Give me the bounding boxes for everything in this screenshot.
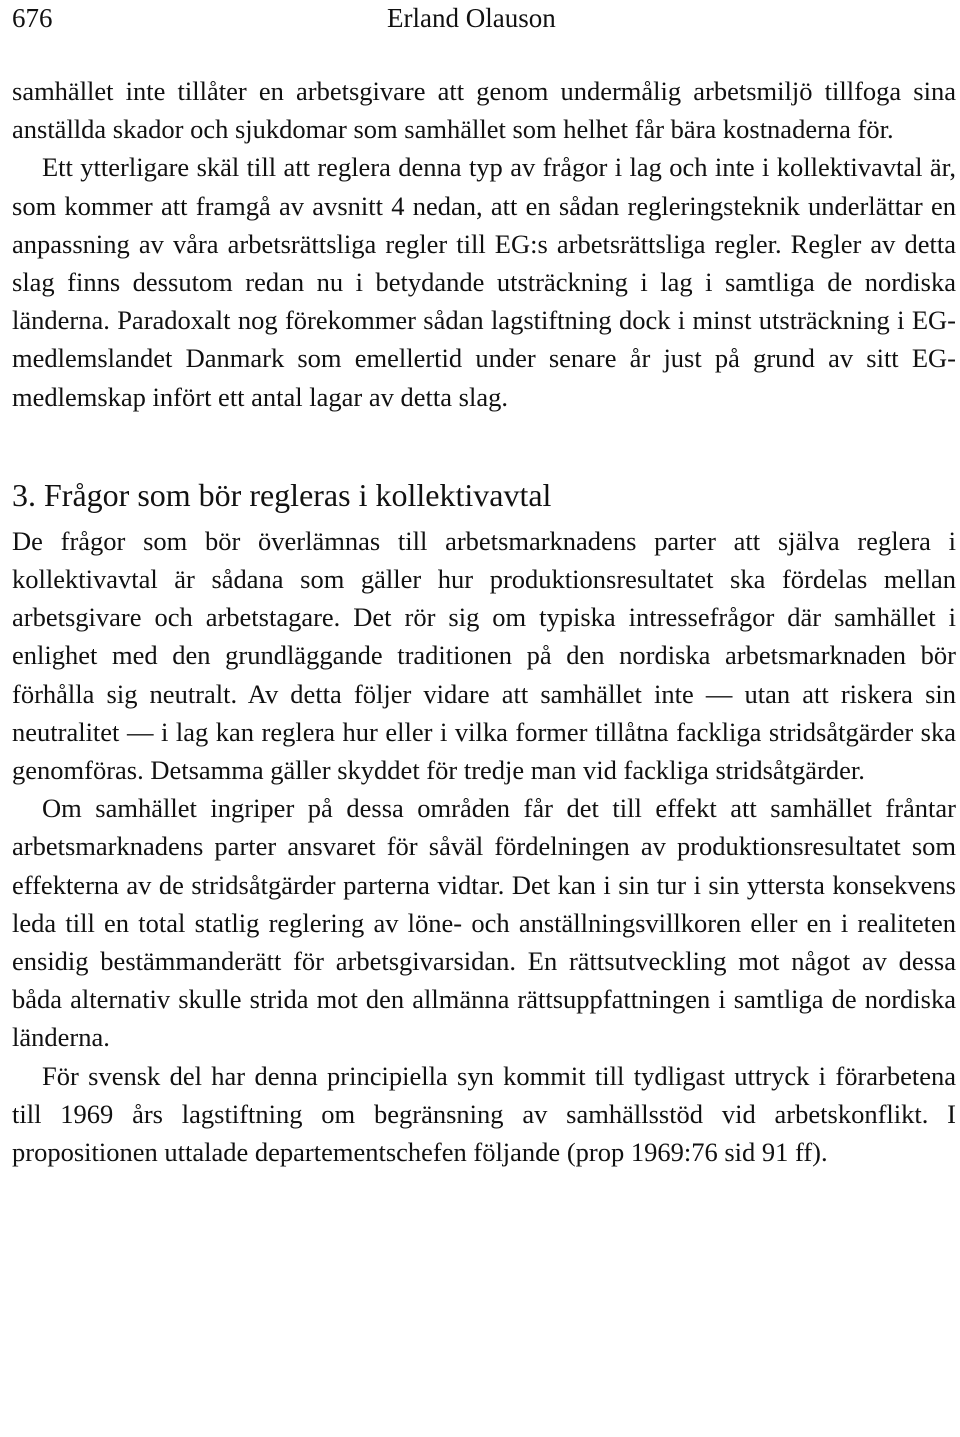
section-heading: 3. Frågor som bör regleras i kollektivavtal [12,476,552,513]
body-text [12,72,956,1171]
running-title-author: Erland Olauson [387,3,556,33]
document-page [12,0,956,1171]
paragraph: Ett ytterligare skäl till att reglera denna typ av frågor i lag och inte i kollektivavtal är, som kommer att framgå av avsnitt 4 nedan, att en sådan regleringsteknik underlättar en anpassning av våra arbetsrättsliga regler till EG:s arbetsrättsliga regler. Regler av detta slag finns dessutom redan nu i betydande utsträckning i lag i samtliga de nordiska länderna. Paradoxalt nog förekommer sådan lagstiftning dock i minst utsträckning i EG-medlemslandet Danmark som emellertid under senare år just på grund av sitt EG-medlemskap infört ett antal lagar av detta slag. [12,152,956,412]
paragraph: De frågor som bör överlämnas till arbetsmarknadens parter att själva reglera i kollektivavtal är sådana som gäller hur produktionsresultatet ska fördelas mellan arbetsgivare och arbetstagare. Det rör sig om typiska intressefrågor där samhället i enlighet med den grundläggande traditionen på den nordiska arbetsmarknaden bör förhålla sig neutralt. Av detta följer vidare att samhället inte — utan att riskera sin neutralitet — i lag kan reglera hur eller i vilka former tillåtna fackliga stridsåtgärder ska genomföras. Detsamma gäller skyddet för tredje man vid fackliga stridsåtgärder. [12,525,956,786]
paragraph: Om samhället ingriper på dessa områden får det till effekt att samhället fråntar arbetsmarknadens parter ansvaret för såväl fördelningen av produktionsresultatet som effekterna av de stridsåtgärder parterna vidtar. Det kan i sin tur i sin yttersta konsekvens leda till en total statlig reglering av löne- och anställningsvillkoren eller en i realiteten ensidig bestämmanderätt för arbetsgivarsidan. En rättsutveckling mot något av dessa båda alternativ skulle strida mot den allmänna rättsuppfattningen i samtliga de nordiska länderna. [12,793,956,1053]
paragraph: För svensk del har denna principiella syn kommit till tydligast uttryck i förarbetena till 1969 års lagstiftning om begränsning av samhällsstöd vid arbetskonflikt. I propositionen uttalade departementschefen följande (prop 1969:76 sid 91 ff). [12,1060,956,1168]
paragraph-continued: samhället inte tillåter en arbetsgivare att genom undermålig arbetsmiljö tillfoga sina anställda skador och sjukdomar som samhället som helhet får bära kostnaderna för. [12,76,956,145]
running-head [12,0,956,36]
page-number: 676 [12,3,53,33]
